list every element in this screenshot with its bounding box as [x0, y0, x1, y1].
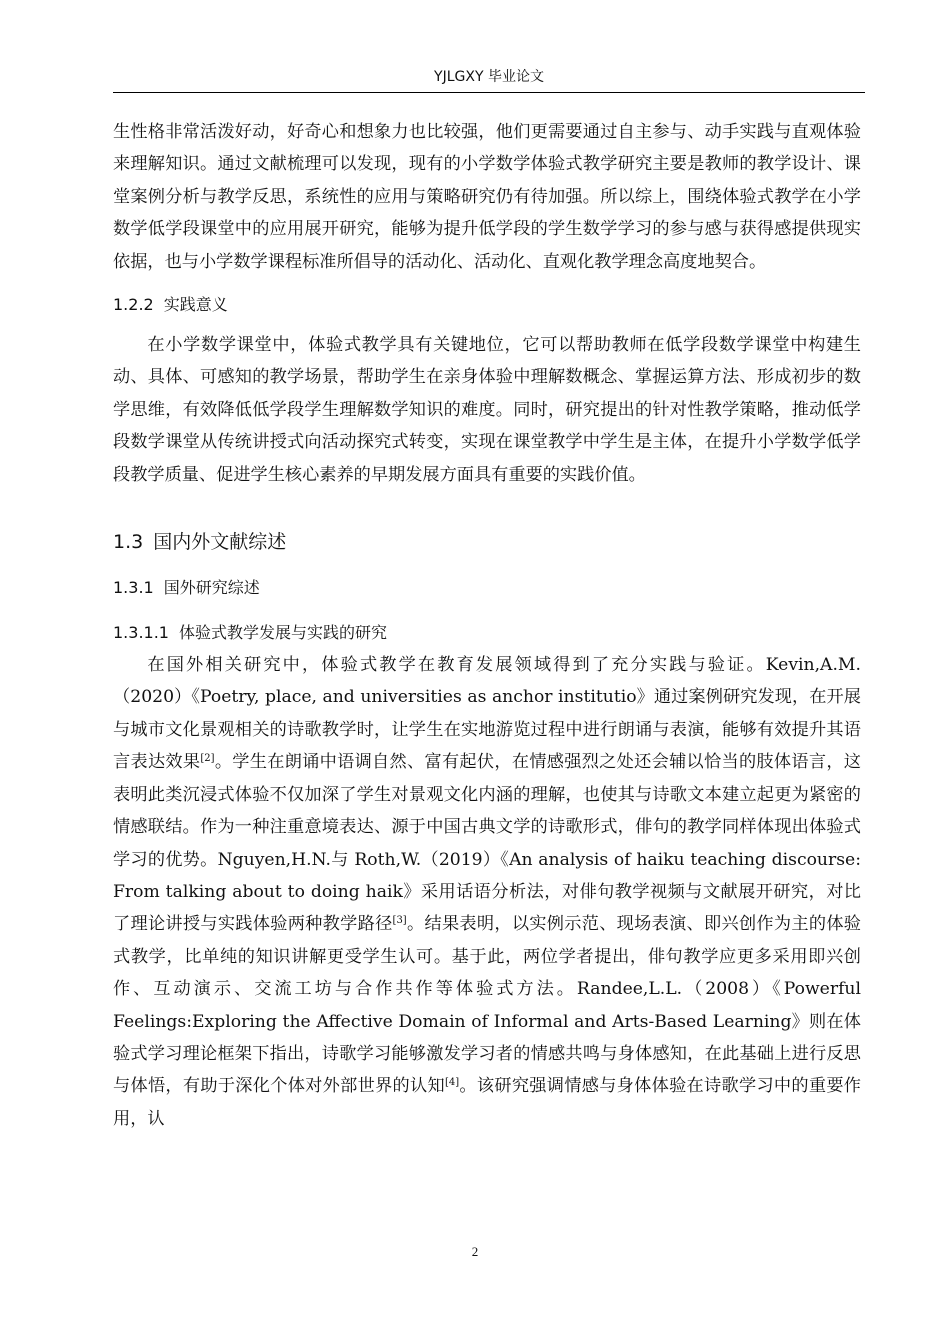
- text-run: 在国外相关研究中，体验式教学在教育发展领域得到了充分实践与验证。Kevin,A.M.（2020）《Poetry, place, and universities as anchor institutio》通过案例研究发现，在开展与城市文化景观相关的诗歌教学时，让学生在实地游览过程中进行朗诵与表演，能够有效提升其语言表达效果: [113, 655, 861, 773]
- heading-text: 国内外文献综述: [153, 531, 287, 554]
- heading-text: 国外研究综述: [163, 578, 260, 598]
- citation-ref: [2]: [200, 753, 215, 765]
- heading-1-3-1-1: [113, 621, 861, 645]
- text-run: 。学生在朗诵中语调自然、富有起伏，在情感强烈之处还会辅以恰当的肢体语言，这表明此类沉浸式体验不仅加深了学生对景观文化内涵的理解，也使其与诗歌文本建立起更为紧密的情感联结。作为一种注重意境表达、源于中国古典文学的诗歌形式，俳句的教学同样体现出体验式学习的优势。Nguyen,H.N.与 Roth,W.（2019）《An analysis of haiku teaching discourse: From talking about to doing haik》采用话语分析法，对俳句教学视频与文献展开研究，对比了理论讲授与实践体验两种教学路径: [113, 752, 861, 935]
- heading-1-2-2: [113, 293, 861, 317]
- heading-number: 1.3: [113, 531, 144, 554]
- paragraph-practical-significance: 在小学数学课堂中，体验式教学具有关键地位，它可以帮助教师在低学段数学课堂中构建生动、具体、可感知的教学场景，帮助学生在亲身体验中理解数概念、掌握运算方法、形成初步的数学思维，有效降低低学段学生理解数学知识的难度。同时，研究提出的针对性教学策略，推动低学段数学课堂从传统讲授式向活动探究式转变，实现在课堂教学中学生是主体，在提升小学数学低学段教学质量、促进学生核心素养的早期发展方面具有重要的实践价值。: [113, 335, 861, 485]
- paragraph-research-background: 生性格非常活泼好动，好奇心和想象力也比较强，他们更需要通过自主参与、动手实践与直观体验来理解知识。通过文献梳理可以发现，现有的小学数学体验式教学研究主要是教师的教学设计、课堂案例分析与教学反思，系统性的应用与策略研究仍有待加强。所以综上，围绕体验式教学在小学数学低学段课堂中的应用展开研究，能够为提升低学段的学生数学学习的参与感与获得感提供现实依据，也与小学数学课程标准所倡导的活动化、活动化、直观化教学理念高度地契合。: [113, 122, 861, 272]
- heading-number: 1.3.1: [113, 578, 154, 598]
- heading-1-3: [113, 528, 861, 556]
- heading-text: 实践意义: [163, 295, 228, 315]
- heading-text: 体验式教学发展与实践的研究: [178, 623, 387, 643]
- text-run: 。该研究强调情感与身体体验在诗歌学习中的重要作用，认: [113, 1076, 861, 1129]
- citation-ref: [3]: [392, 915, 407, 927]
- page-number: 2: [471, 1244, 479, 1259]
- heading-number: 1.3.1.1: [113, 623, 169, 643]
- paragraph-foreign-research: [113, 649, 861, 1135]
- header-title: YJLGXY 毕业论文: [434, 69, 544, 85]
- text-run: 。结果表明，以实例示范、现场表演、即兴创作为主的体验式教学，比单纯的知识讲解更受学生认可。基于此，两位学者提出，俳句教学应更多采用即兴创作、互动演示、交流工坊与合作共作等体验式方法。Randee,L.L.（2008）《Powerful Feelings:Exploring the Affective Domain of Informal and Arts-Based Learning》则在体验式学习理论框架下指出，诗歌学习能够激发学习者的情感共鸣与身体感知，在此基础上进行反思与体悟，有助于深化个体对外部世界的认知: [113, 914, 861, 1097]
- citation-ref: [4]: [444, 1077, 460, 1089]
- heading-1-3-1: [113, 576, 861, 600]
- page-body: [113, 116, 861, 1135]
- heading-number: 1.2.2: [113, 295, 154, 315]
- page-footer: [0, 1244, 950, 1260]
- page-header: [113, 62, 865, 93]
